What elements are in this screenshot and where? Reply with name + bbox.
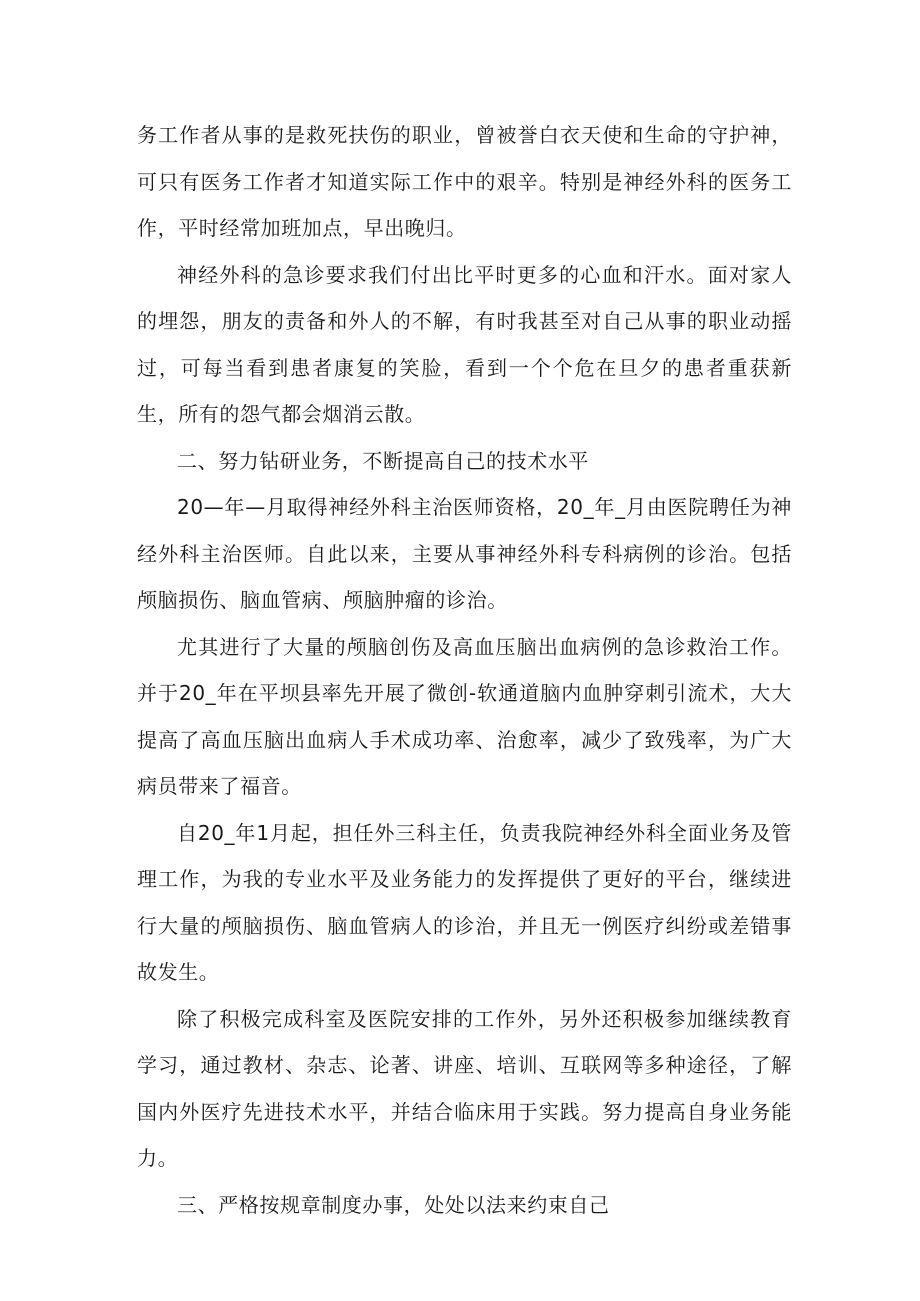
paragraph-1: 务工作者从事的是救死扶伤的职业，曾被誉白衣天使和生命的守护神，可只有医务工作者才知道实际工作中的艰辛。特别是神经外科的医务工作，平时经常加班加点，早出晚归。 bbox=[137, 123, 792, 240]
paragraph-5: 自20_年1月起，担任外三科主任，负责我院神经外科全面业务及管理工作，为我的专业水平及业务能力的发挥提供了更好的平台，继续进行大量的颅脑损伤、脑血管病人的诊治，并且无一例医疗纠纷或差错事故发生。 bbox=[137, 820, 792, 984]
paragraph-3: 20—年—月取得神经外科主治医师资格，20_年_月由医院聘任为神经外科主治医师。自此以来，主要从事神经外科专科病例的诊治。包括颅脑损伤、脑血管病、颅脑肿瘤的诊治。 bbox=[137, 495, 792, 612]
paragraph-2: 神经外科的急诊要求我们付出比平时更多的心血和汗水。面对家人的埋怨，朋友的责备和外人的不解，有时我甚至对自己从事的职业动摇过，可每当看到患者康复的笑脸，看到一个个危在旦夕的患者重获新生，所有的怨气都会烟消云散。 bbox=[137, 262, 792, 426]
document-body bbox=[137, 112, 792, 1228]
section-heading-2: 二、努力钻研业务，不断提高自己的技术水平 bbox=[177, 448, 589, 473]
paragraph-6: 除了积极完成科室及医院安排的工作外，另外还积极参加继续教育学习，通过教材、杂志、论著、讲座、培训、互联网等多种途径，了解国内外医疗先进技术水平，并结合临床用于实践。努力提高自身业务能力。 bbox=[137, 1006, 792, 1170]
paragraph-4: 尤其进行了大量的颅脑创伤及高血压脑出血病例的急诊救治工作。并于20_年在平坝县率先开展了微创-软通道脑内血肿穿刺引流术，大大提高了高血压脑出血病人手术成功率、治愈率，减少了致残率，为广大病员带来了福音。 bbox=[137, 634, 792, 798]
section-heading-3: 三、严格按规章制度办事，处处以法来约束自己 bbox=[177, 1192, 610, 1217]
